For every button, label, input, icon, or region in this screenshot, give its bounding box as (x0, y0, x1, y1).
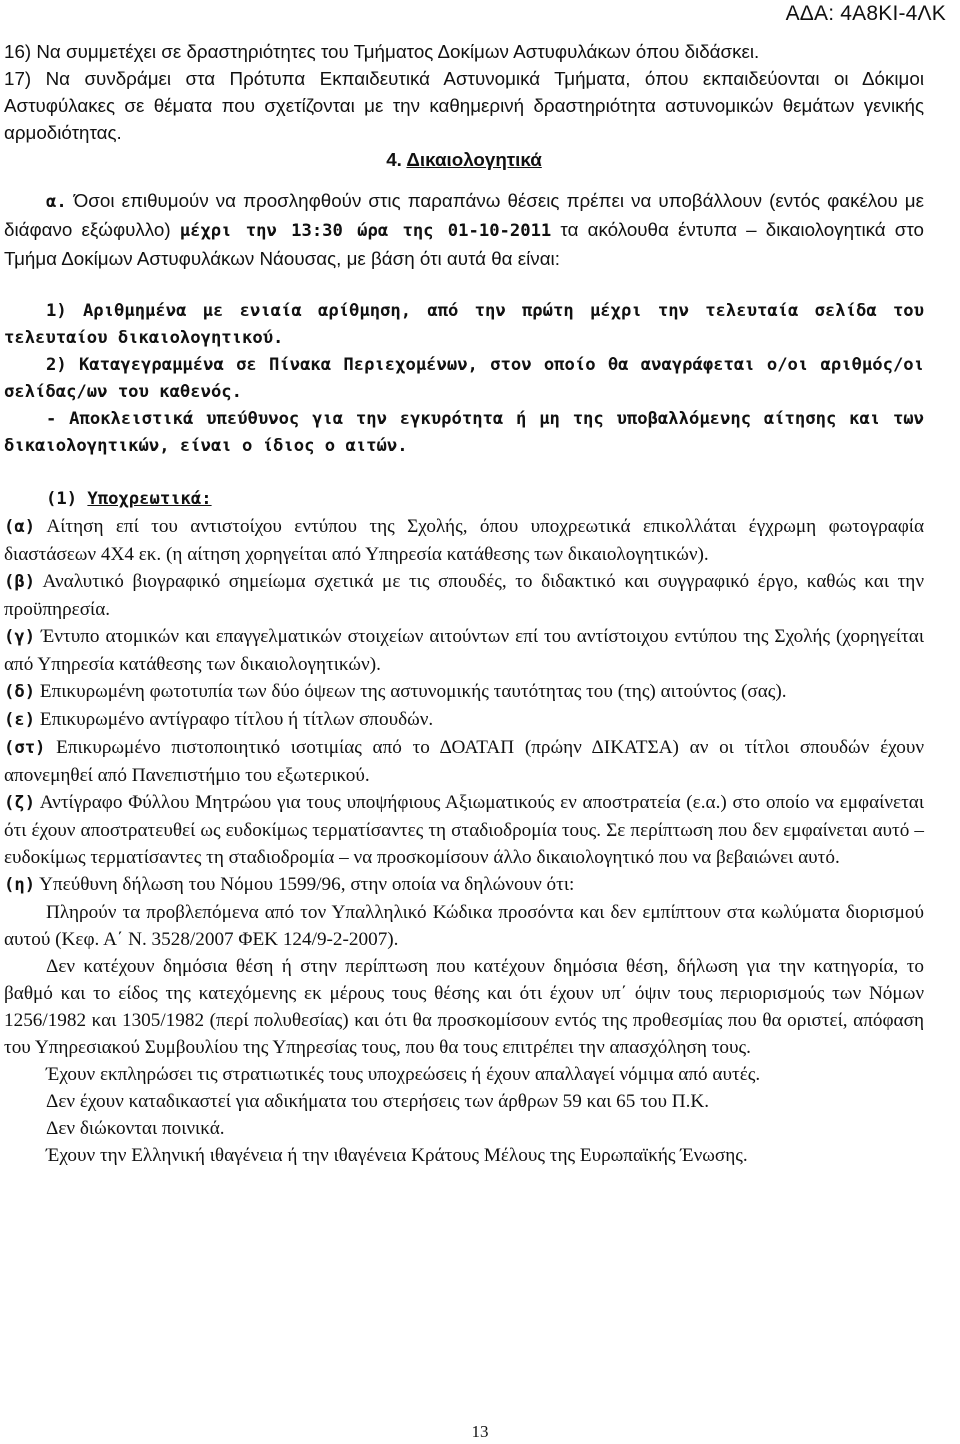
mandatory-item-e-text: Επικυρωμένο αντίγραφο τίτλου ή τίτλων σπουδών. (35, 709, 434, 730)
mandatory-item-h-text: Υπεύθυνη δήλωση του Νόμου 1599/96, στην οποία να δηλώνουν ότι: (35, 874, 575, 895)
mandatory-item-d-text: Επικυρωμένη φωτοτυπία των δύο όψεων της αστυνομικής ταυτότητας του (της) αιτούντος (σας). (35, 681, 787, 702)
item-16: 16) Να συμμετέχει σε δραστηριότητες του Τμήματος Δοκίμων Αστυφυλάκων όπου διδάσκει. (4, 41, 760, 62)
mandatory-item-a (4, 513, 924, 568)
paragraph-a-label: α. (46, 192, 67, 212)
declaration-6: Έχουν την Ελληνική ιθαγένεια ή την ιθαγένεια Κράτους Μέλους της Ευρωπαϊκής Ένωσης. (46, 1145, 748, 1166)
paragraph-a-deadline: μέχρι την 13:30 ώρα της 01-10-2011 (179, 221, 552, 241)
section-4-heading (4, 146, 924, 173)
mandatory-item-e-label: (ε) (4, 710, 36, 730)
mandatory-item-a-text: Αίτηση επί του αντιστοίχου εντύπου της Σχολής, όπου υποχρεωτικά επικολλάται έγχρωμη φωτογραφία διαστάσεων 4Χ4 εκ. (η αίτηση χορηγείται από Υπηρεσία κατάθεσης των δικαιολογητικών). (4, 516, 924, 565)
mandatory-item-z (4, 789, 924, 871)
mandatory-item-c (4, 623, 924, 678)
paragraph-a (4, 187, 924, 272)
mandatory-item-d-label: (δ) (4, 682, 36, 702)
section-4-number: 4. (386, 149, 407, 170)
declaration-5: Δεν διώκονται ποινικά. (46, 1118, 225, 1139)
mandatory-heading-title: Υποχρεωτικά: (87, 489, 212, 509)
mandatory-item-c-label: (γ) (4, 627, 36, 647)
declaration-4: Δεν έχουν καταδικαστεί για αδικήματα του στερήσεις των άρθρων 59 και 65 του Π.Κ. (46, 1091, 710, 1112)
mandatory-item-h-label: (η) (4, 875, 36, 895)
mandatory-item-st-label: (στ) (4, 738, 46, 758)
item-17: 17) Να συνδράμει στα Πρότυπα Εκπαιδευτικά Αστυνομικά Τμήματα, όπου εκπαιδεύονται οι Δόκιμοι Αστυφύλακες σε θέματα που σχετίζονται με την καθημερινή δραστηριότητα αστυνομικών θεμάτων γενικής αρμοδιότητας. (4, 68, 924, 143)
mandatory-item-e (4, 706, 924, 734)
mandatory-item-z-label: (ζ) (4, 793, 36, 813)
condition-3-text: Αποκλειστικά υπεύθυνος για την εγκυρότητα ή μη της υποβαλλόμενης αίτησης και των δικαιολογητικών, είναι ο ίδιος ο αιτών. (4, 409, 924, 456)
ada-code: ΑΔΑ: 4Α8ΚΙ-4ΛΚ (785, 2, 946, 25)
paragraph-a-text-2: τα ακόλουθα έντυπα – δικαιολογητικά στο Τμήμα Δοκίμων Αστυφυλάκων Νάουσας, με βάση ότι αυτά θα είναι: (4, 219, 924, 269)
page-number: 13 (471, 1422, 489, 1441)
mandatory-item-a-label: (α) (4, 517, 36, 537)
condition-3 (4, 406, 924, 460)
mandatory-item-b-text: Αναλυτικό βιογραφικό σημείωμα σχετικά με τις σπουδές, το διδακτικό και συγγραφικό έργο, καθώς και την προϋπηρεσία. (4, 571, 924, 620)
section-4-title: Δικαιολογητικά (406, 149, 542, 170)
mandatory-item-b-label: (β) (4, 572, 36, 592)
paragraph-a-text-1: Όσοι επιθυμούν να προσληφθούν στις παραπάνω θέσεις πρέπει να υποβάλλουν (εντός φακέλου με διάφανο εξώφυλλο) (4, 190, 924, 240)
condition-3-dash: - (46, 409, 70, 429)
condition-1: 1) Αριθμημένα με ενιαία αρίθμηση, από την πρώτη μέχρι την τελευταία σελίδα του τελευταίου δικαιολογητικού. (4, 301, 924, 348)
mandatory-item-st-text: Επικυρωμένο πιστοποιητικό ισοτιμίας από το ΔΟΑΤΑΠ (πρώην ΔΙΚΑΤΣΑ) αν οι τίτλοι σπουδών έχουν απονεμηθεί από Πανεπιστήμιο του εξωτερικού. (4, 737, 924, 786)
declaration-2: Δεν κατέχουν δημόσια θέση ή στην περίπτωση που κατέχουν δημόσια θέση, δήλωση για την κατηγορία, το βαθμό και το είδος της κατεχόμενης εκ μέρους τους θέσης και ότι έχουν υπ΄ όψιν τους περιορισμούς των Νόμων 1256/1982 και 1305/1982 (περί πολυθεσίας) και ότι θα προσκομίσουν εντός της προθεσμίας που θα οριστεί, απόφαση του Υπηρεσιακού Συμβουλίου της Υπηρεσίας τους, που θα τους επιτρέπει την απασχόληση τους. (4, 956, 924, 1058)
condition-2: 2) Καταγεγραμμένα σε Πίνακα Περιεχομένων, στον οποίο θα αναγράφεται ο/οι αριθμός/οι σελίδας/ων του καθενός. (4, 355, 924, 402)
declaration-3: Έχουν εκπληρώσει τις στρατιωτικές τους υποχρεώσεις ή έχουν απαλλαγεί νόμιμα από αυτές. (46, 1064, 761, 1085)
mandatory-item-b (4, 568, 924, 623)
declaration-1: Πληρούν τα προβλεπόμενα από τον Υπαλληλικό Κώδικα προσόντα και δεν εμπίπτουν στα κωλύματα διορισμού αυτού (Κεφ. Α΄ Ν. 3528/2007 ΦΕΚ 124/9-2-2007). (4, 902, 924, 950)
mandatory-item-st (4, 734, 924, 789)
mandatory-heading (4, 486, 924, 513)
mandatory-heading-number: (1) (46, 489, 88, 509)
document-body (4, 38, 924, 1169)
mandatory-item-c-text: Έντυπο ατομικών και επαγγελματικών στοιχείων αιτούντων επί του αντίστοιχου εντύπου της Σχολής (χορηγείται από Υπηρεσία κατάθεσης των δικαιολογητικών). (4, 626, 924, 675)
mandatory-item-h (4, 871, 924, 899)
mandatory-item-z-text: Αντίγραφο Φύλλου Μητρώου για τους υποψήφιους Αξιωματικούς εν αποστρατεία (ε.α.) στο οποίο να εμφαίνεται ότι έχουν αποστρατευθεί ως ευδοκίμως τερματίσαντες τη σταδιοδρομία τους. Σε περίπτωση που δεν εμφαίνεται αυτό – ευδοκίμως τερματίσαντες τη σταδιοδρομία – να προσκομίσουν άλλο δικαιολογητικό που να βεβαιώνει αυτό. (4, 792, 924, 868)
mandatory-item-d (4, 678, 924, 706)
